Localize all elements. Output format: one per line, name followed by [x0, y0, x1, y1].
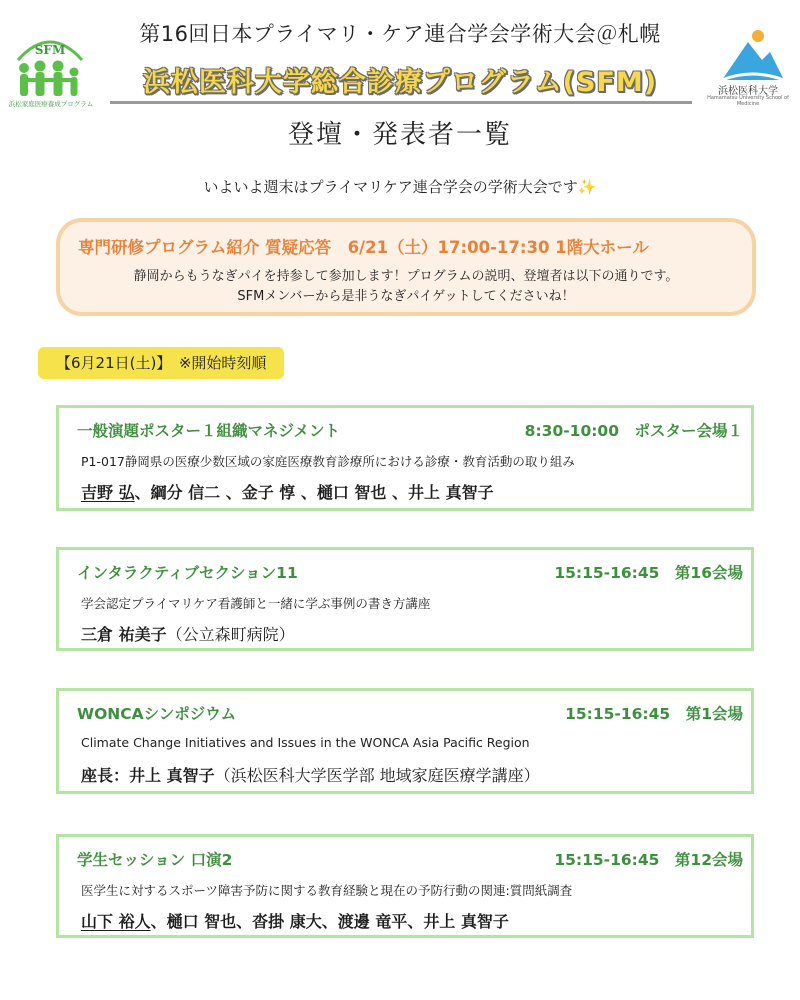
session-card-poster [56, 405, 754, 511]
session-description: P1-017静岡県の医療少数区域の家庭医療教育診療所における診療・教育活動の取り組み [81, 454, 575, 469]
co-presenters: 、樋口 智也、沓掛 康大、渡邊 竜平、井上 真智子 [150, 912, 509, 931]
main-presenter: 座長：井上 真智子 [81, 766, 215, 785]
session-presenters [81, 909, 509, 932]
presenter-affiliation: （公立森町病院） [166, 625, 295, 644]
notice-line-1: 静岡からもうなぎパイを持参して参加します！プログラムの説明、登壇者は以下の通りです。 [133, 269, 679, 284]
logo-sfm-text: SFM [34, 43, 66, 57]
right-logo-subtext: Hamamatsu University School of Medicine [707, 95, 789, 107]
main-presenter: 三倉 祐美子 [81, 625, 167, 644]
program-notice-box [56, 218, 756, 316]
presenter-affiliation: （浜松医科大学医学部 地域家庭医療学講座） [214, 766, 540, 785]
date-tag: 【6月21日(土)】 ※開始時刻順 [38, 347, 284, 379]
session-time: 15:15-16:45 第12会場 [554, 851, 743, 869]
co-presenters: 、綱分 信二 、金子 惇 、樋口 智也 、井上 真智子 [134, 483, 494, 502]
session-card-wonca [56, 688, 754, 794]
session-title: WONCAシンポジウム [77, 705, 237, 723]
session-description: 医学生に対するスポーツ障害予防に関する教育経験と現在の予防行動の関連:質問紙調査 [81, 883, 573, 898]
right-logo-text: 浜松医科大学 [718, 86, 778, 97]
intro-text [0, 176, 800, 197]
session-presenters [81, 622, 295, 645]
intro-text-body: いよいよ週末はプライマリケア連合学会の学術大会です [203, 178, 578, 196]
session-description: 学会認定プライマリケア看護師と一緒に学ぶ事例の書き方講座 [81, 596, 431, 611]
session-time: 8:30-10:00 ポスター会場１ [524, 422, 743, 440]
sparkle-icon: ✨ [577, 178, 597, 196]
session-card-interactive [56, 547, 754, 651]
session-time: 15:15-16:45 第16会場 [554, 564, 743, 582]
session-title: 一般演題ポスター１組織マネジメント [77, 422, 341, 440]
notice-body [60, 267, 752, 307]
program-title-underline [110, 101, 692, 104]
page-subtitle: 登壇・発表者一覧 [287, 120, 512, 150]
session-time: 15:15-16:45 第1会場 [565, 705, 743, 723]
session-presenters [81, 480, 494, 503]
session-title: 学生セッション 口演2 [77, 851, 233, 869]
conference-title: 第16回日本プライマリ・ケア連合学会学術大会＠札幌 [139, 22, 661, 46]
program-title: 浜松医科大学総合診療プログラム(SFM) [142, 67, 658, 98]
left-logo-caption: 浜松家庭医療養成プログラム [8, 100, 94, 108]
main-presenter: 吉野 弘 [81, 483, 135, 502]
session-presenters [81, 763, 540, 786]
session-description: Climate Change Initiatives and Issues in the WONCA Asia Pacific Region [81, 735, 530, 750]
notice-line-2: SFMメンバーから是非うなぎパイゲットしてくださいね！ [237, 289, 575, 304]
session-card-student [56, 834, 754, 938]
session-title: インタラクティブセクション11 [77, 564, 298, 582]
main-presenter: 山下 裕人 [81, 912, 151, 931]
notice-heading: 専門研修プログラム紹介 質疑応答 6/21（土）17:00-17:30 1階大ホール [78, 238, 649, 257]
